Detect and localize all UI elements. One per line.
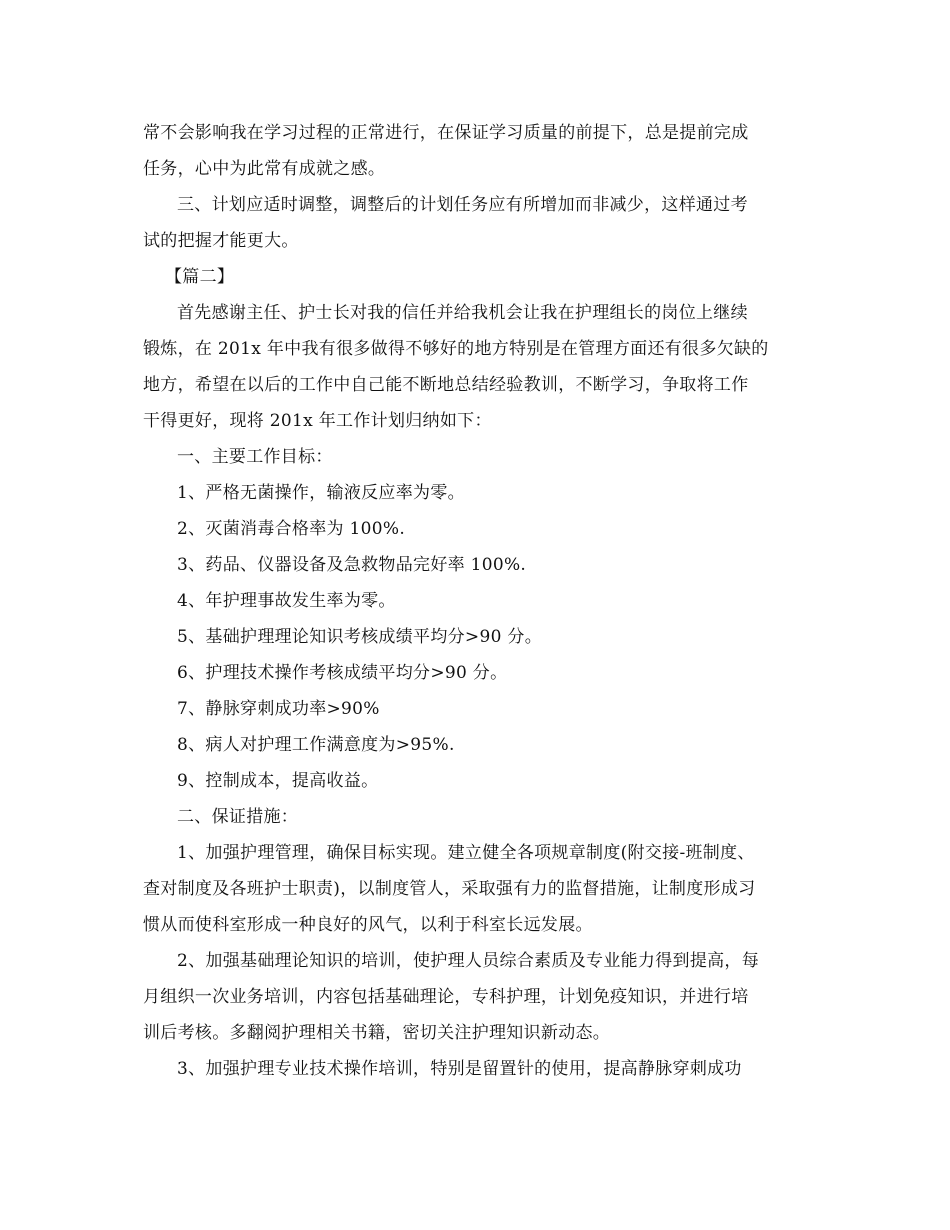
- text-line: 查对制度及各班护士职责)，以制度管人，采取强有力的监督措施，让制度形成习: [143, 879, 756, 899]
- paragraph-start: 三、计划应适时调整，调整后的计划任务应有所增加而非减少，这样通过考: [177, 195, 748, 215]
- text-line: 锻炼，在 201x 年中我有很多做得不够好的地方特别是在管理方面还有很多欠缺的: [143, 339, 769, 359]
- list-item: 7、静脉穿刺成功率>90%: [177, 699, 380, 719]
- text-line: 任务，心中为此常有成就之感。: [143, 159, 386, 179]
- text-line: 训后考核。多翻阅护理相关书籍，密切关注护理知识新动态。: [143, 1023, 611, 1043]
- list-item: 6、护理技术操作考核成绩平均分>90 分。: [177, 663, 508, 683]
- text-line: 干得更好，现将 201x 年工作计划归纳如下：: [143, 411, 492, 431]
- subsection-heading: 二、保证措施：: [177, 807, 299, 827]
- list-item: 5、基础护理理论知识考核成绩平均分>90 分。: [177, 627, 542, 647]
- text-line: 地方，希望在以后的工作中自己能不断地总结经验教训，不断学习，争取将工作: [143, 375, 749, 395]
- list-item: 4、年护理事故发生率为零。: [177, 591, 396, 611]
- paragraph-start: 首先感谢主任、护士长对我的信任并给我机会让我在护理组长的岗位上继续: [177, 303, 748, 323]
- paragraph-start: 2、加强基础理论知识的培训，使护理人员综合素质及专业能力得到提高，每: [177, 951, 760, 971]
- paragraph-start: 3、加强护理专业技术操作培训，特别是留置针的使用，提高静脉穿刺成功: [177, 1059, 742, 1079]
- subsection-heading: 一、主要工作目标：: [177, 447, 333, 467]
- text-line: 常不会影响我在学习过程的正常进行，在保证学习质量的前提下，总是提前完成: [143, 123, 749, 143]
- text-line: 试的把握才能更大。: [143, 231, 299, 251]
- paragraph-start: 1、加强护理管理，确保目标实现。建立健全各项规章制度(附交接-班制度、: [177, 843, 755, 863]
- list-item: 2、灭菌消毒合格率为 100%.: [177, 519, 406, 539]
- list-item: 9、控制成本，提高收益。: [177, 771, 379, 791]
- text-line: 月组织一次业务培训，内容包括基础理论，专科护理，计划免疫知识，并进行培: [143, 987, 749, 1007]
- document-body: [143, 115, 808, 1087]
- list-item: 3、药品、仪器设备及急救物品完好率 100%.: [177, 555, 527, 575]
- text-line: 惯从而使科室形成一种良好的风气，以利于科室长远发展。: [143, 915, 593, 935]
- list-item: 8、病人对护理工作满意度为>95%.: [177, 735, 455, 755]
- section-heading: 【篇二】: [165, 267, 235, 287]
- list-item: 1、严格无菌操作，输液反应率为零。: [177, 483, 465, 503]
